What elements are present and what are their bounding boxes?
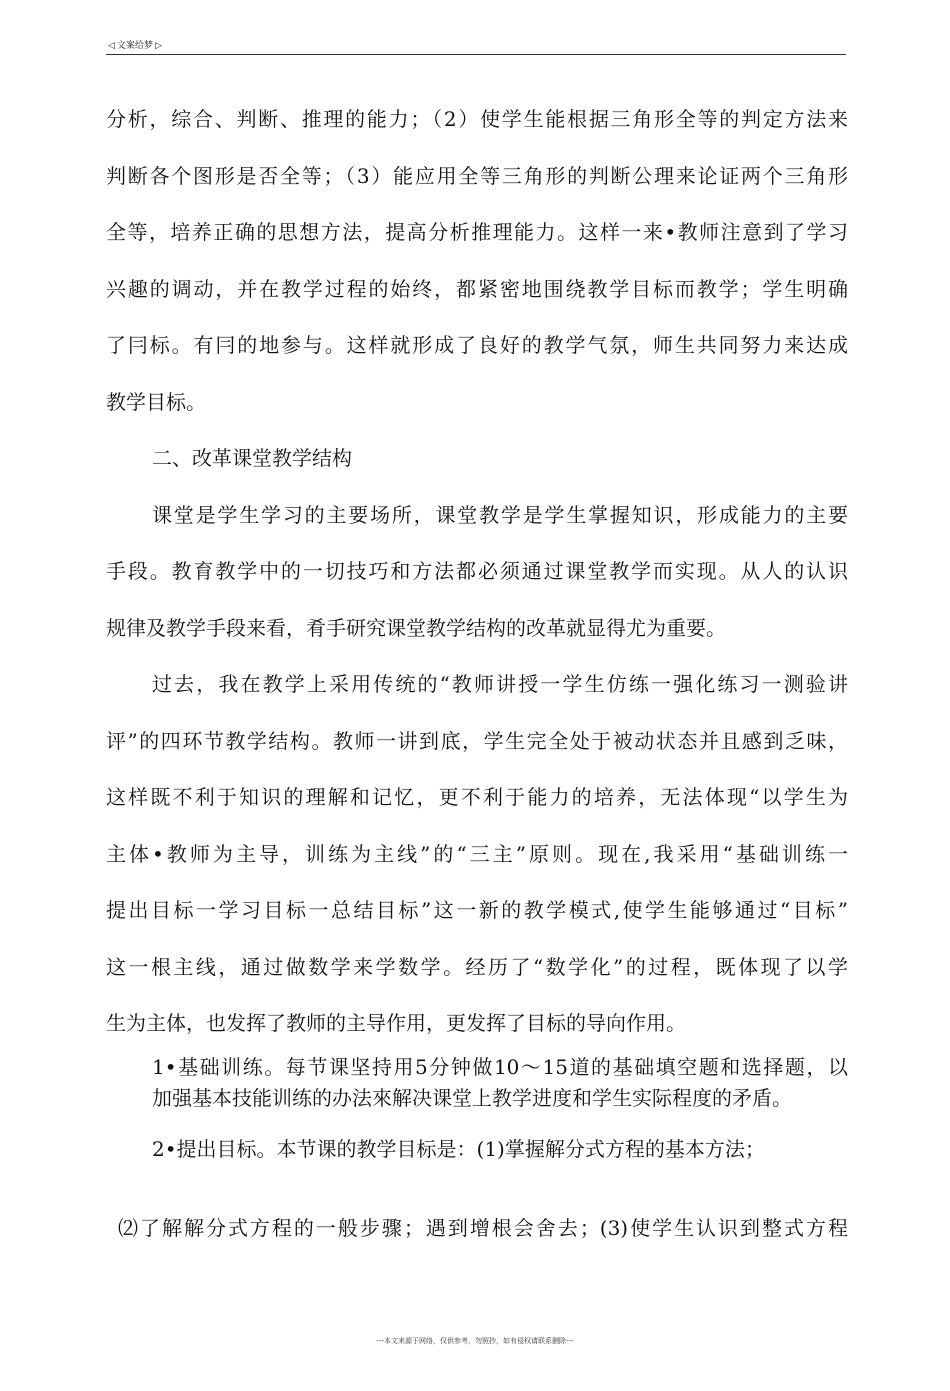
right-triangle-icon: ▷ — [154, 41, 162, 51]
text-line: 这样既不利于知识的理解和记忆，更不利于能力的培养，无法体现“以学生为 — [106, 785, 848, 809]
header-title: 文案给梦 — [116, 41, 153, 51]
list-item-1 — [152, 1052, 848, 1114]
page-header — [106, 38, 846, 55]
text-line: 评”的四环节教学结构。教师一讲到底，学生完全处于被动状态并且感到乏味， — [106, 728, 848, 753]
text-line: 这一根主线，通过做数学来学数学。经历了“数学化”的过程，既体现了以学 — [106, 954, 848, 979]
text-line: 加强基本技能训练的办法來解决课堂上教学进度和学生实际程度的矛盾。 — [152, 1086, 792, 1110]
list-item-2 — [152, 1134, 848, 1165]
text-line: 了冃标。有冃的地参与。这样就形成了良好的教学气氛，师生共同努力来达成 — [106, 333, 848, 357]
text-line: 手段。教育教学中的一切技巧和方法都必须通过课堂教学而实现。从人的认识 — [106, 559, 848, 583]
section-heading: 二、改革课堂教学结构 — [152, 446, 352, 470]
text-line: 过去，我在教学上采用传统的“教师讲授一学生仿练一强化练习一测验讲 — [152, 672, 848, 696]
text-line: 分析，综合、判断、推理的能力；（2）使学生能根据三角形全等的判定方法来 — [106, 107, 848, 131]
text-line: 兴趣的调动，并在教学过程的始终，都紧密地围绕教学目标而教学；学生明确 — [106, 276, 848, 301]
text-line: 规律及教学手段来看，肴手研究课堂教学结构的改革就显得尤为重要。 — [106, 615, 726, 640]
text-line: 教学目标。 — [106, 389, 206, 414]
text-line: 全等，培养正确的思想方法，提高分析推理能力。这样一来•教师注意到了学习 — [106, 220, 848, 244]
page-footer: ---本文来源于网络，仅供参考，勿照抄，如有侵权请联系删除--- — [376, 1337, 574, 1345]
text-line: 生为主体，也发挥了教师的主导作用，更发挥了目标的导向作用。 — [106, 1011, 686, 1035]
text-line: 主体•教师为主导，训练为主线”的“三主”原则。现在,我采用“基础训练一 — [106, 841, 848, 866]
text-line: 1•基础训练。每节课坚持用5分钟做10〜15道的基础填空题和选择题，以 — [152, 1055, 848, 1079]
text-line: 判断各个图形是否全等；（3）能应用全等三角形的判断公理来论证两个三角形 — [106, 163, 848, 188]
text-line: 课堂是学生学习的主要场所，课堂教学是学生掌握知识，形成能力的主要 — [152, 502, 848, 527]
text-line: 2•提出目标。本节课的教学目标是：(1)掌握解分式方程的基本方法； — [152, 1137, 765, 1161]
document-body — [106, 91, 848, 1052]
text-line: ⑵了解解分式方程的一般步骤；遇到增根会舍去；(3)使学生认识到整式方程 — [118, 1216, 848, 1240]
left-triangle-icon: ◁ — [108, 41, 115, 51]
text-line: 提出目标一学习目标一总结目标”这一新的教学模式,使学生能够通过“目标” — [106, 898, 848, 922]
